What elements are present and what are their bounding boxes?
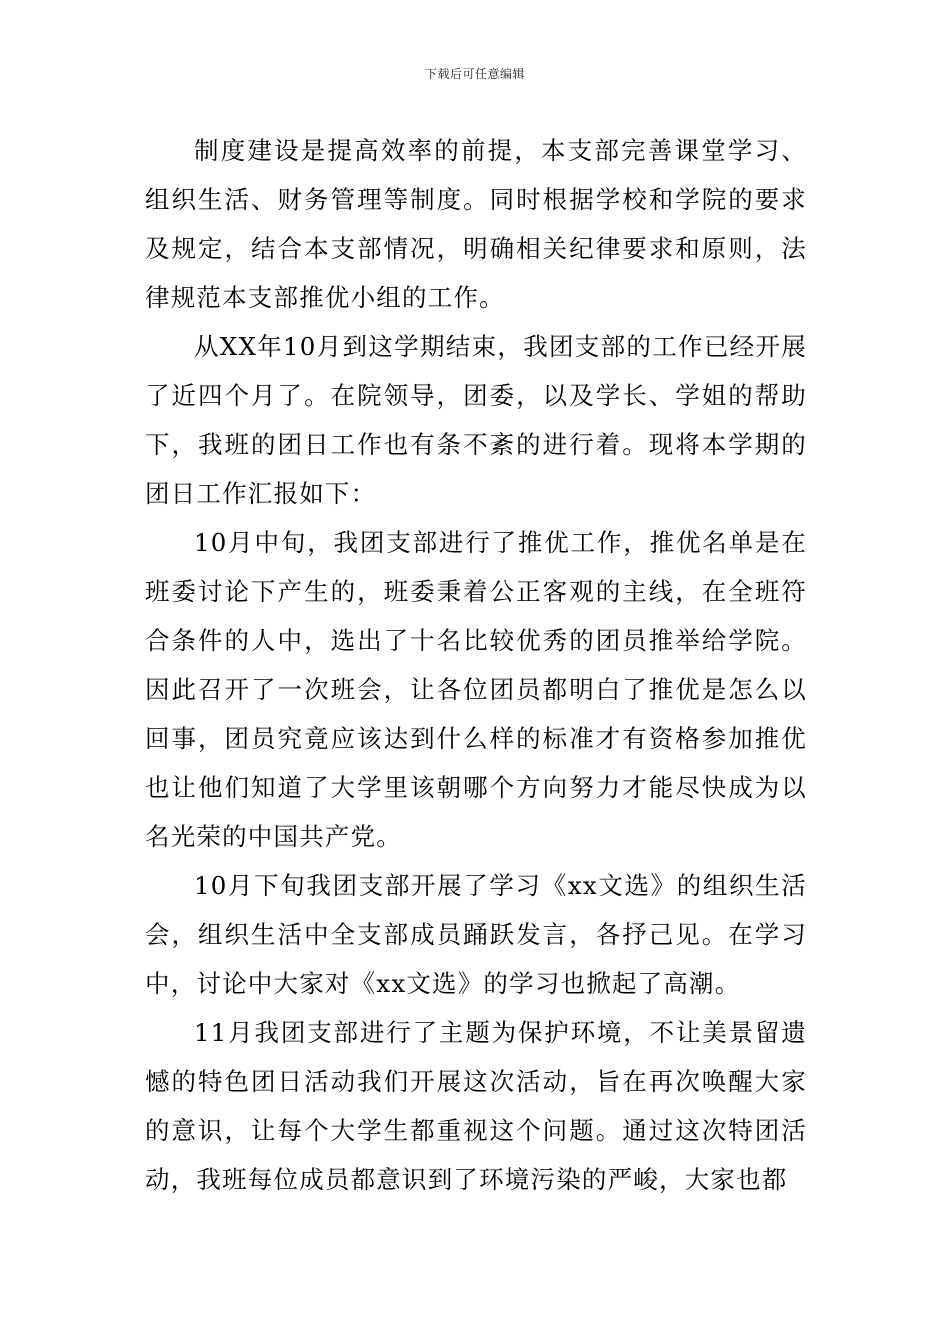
document-body — [145, 126, 807, 1204]
paragraph-november: 11月我团支部进行了主题为保护环境，不让美景留遗憾的特色团日活动我们开展这次活动，旨在再次唤醒大家的意识，让每个大学生都重视这个问题。通过这次特团活动，我班每位成员都意识到了环境污染的严峻，大家也都 — [145, 1018, 807, 1194]
paragraph-work-overview: 从XX年10月到这学期结束，我团支部的工作已经开展了近四个月了。在院领导，团委，以及学长、学姐的帮助下，我班的团日工作也有条不紊的进行着。现将本学期的团日工作汇报如下： — [145, 332, 807, 508]
paragraph-october-late: 10月下旬我团支部开展了学习《xx文选》的组织生活会，组织生活中全支部成员踊跃发言，各抒己见。在学习中，讨论中大家对《xx文选》的学习也掀起了高潮。 — [145, 871, 807, 998]
paragraph-system-building: 制度建设是提高效率的前提，本支部完善课堂学习、组织生活、财务管理等制度。同时根据学校和学院的要求及规定，结合本支部情况，明确相关纪律要求和原则，法律规范本支部推优小组的工作。 — [145, 136, 807, 312]
header-note: 下载后可任意编辑 — [424, 67, 525, 81]
paragraph-october-mid: 10月中旬，我团支部进行了推优工作，推优名单是在班委讨论下产生的，班委秉着公正客观的主线，在全班符合条件的人中，选出了十名比较优秀的团员推举给学院。因此召开了一次班会，让各位团员都明白了推优是怎么以回事，团员究竟应该达到什么样的标准才有资格参加推优也让他们知道了大学里该朝哪个方向努力才能尽快成为以名光荣的中国共产党。 — [145, 528, 807, 851]
